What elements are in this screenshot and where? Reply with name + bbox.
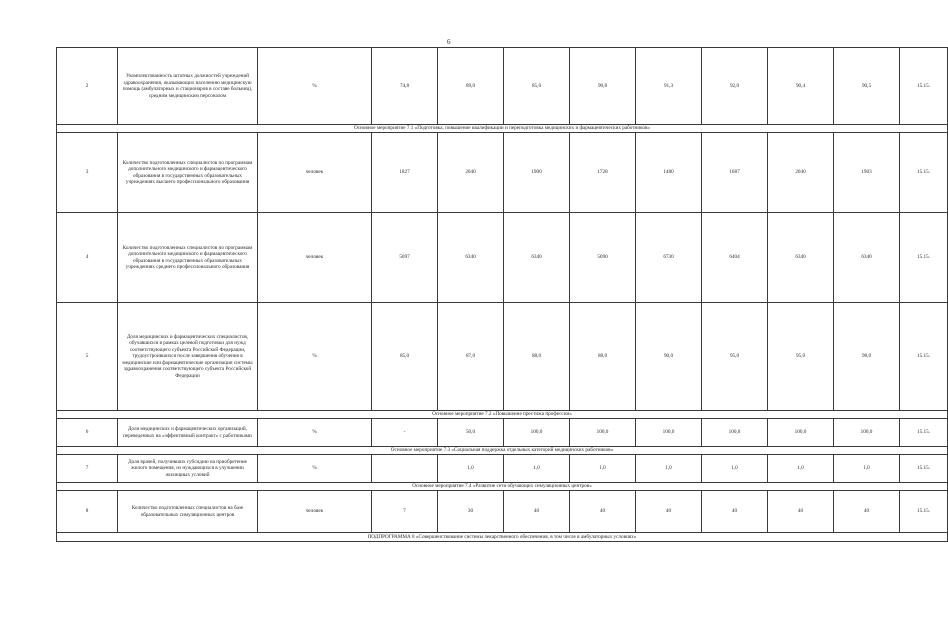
code-cell: 15.15. [900,491,948,533]
table-row [57,303,948,411]
value-cell: 88,0 [570,303,636,411]
indicator-unit: человек [258,491,372,533]
row-number: 7 [57,455,118,483]
value-cell: 98,0 [834,303,900,411]
table-row [57,455,948,483]
indicator-name: Количество подготовленных специалистов по программам дополнительного медицинского и фармацевтического образования в государственных образовательных учреждениях высшего профессионального образования [118,133,258,213]
value-cell: 1900 [504,133,570,213]
value-cell: 1,0 [438,455,504,483]
value-cell: 1,0 [636,455,702,483]
value-cell: 90,5 [834,48,900,125]
value-cell: 6340 [834,213,900,303]
table-row [57,48,948,125]
indicator-name: Доля медицинских и фармацевтических организаций, переведенных на «эффективный контракт» с работниками [118,419,258,447]
value-cell: 90,4 [768,48,834,125]
value-cell: 1827 [372,133,438,213]
value-cell: 100,0 [636,419,702,447]
row-number: 8 [57,491,118,533]
value-cell: 95,0 [768,303,834,411]
value-cell: 50,0 [438,419,504,447]
value-cell: 40 [834,491,900,533]
value-cell: 100,0 [702,419,768,447]
row-number: 6 [57,419,118,447]
value-cell: 6730 [636,213,702,303]
row-number: 4 [57,213,118,303]
page-number: 6 [447,38,451,46]
value-cell: 6340 [438,213,504,303]
value-cell: 40 [636,491,702,533]
value-cell: 40 [702,491,768,533]
value-cell: 100,0 [504,419,570,447]
value-cell: 85,0 [504,48,570,125]
value-cell: 40 [768,491,834,533]
code-cell: 15.15. [900,455,948,483]
value-cell: 100,0 [570,419,636,447]
value-cell: 40 [570,491,636,533]
value-cell: 6340 [504,213,570,303]
value-cell: 6340 [768,213,834,303]
value-cell [372,455,438,483]
code-cell: 15.15. [900,419,948,447]
table-row [57,419,948,447]
value-cell: 1728 [570,133,636,213]
value-cell: - [372,419,438,447]
value-cell: 1,0 [834,455,900,483]
value-cell: 87,0 [438,303,504,411]
table-row [57,133,948,213]
indicator-unit: % [258,48,372,125]
value-cell: 74,8 [372,48,438,125]
value-cell: 30 [438,491,504,533]
value-cell: 1687 [702,133,768,213]
value-cell: 91,3 [636,48,702,125]
value-cell: 95,0 [702,303,768,411]
value-cell: 6404 [702,213,768,303]
code-cell: 15.15. [900,133,948,213]
code-cell: 15.15. [900,48,948,125]
section-header: Основное мероприятие 7.2 «Повышение престижа профессии» [57,411,948,419]
code-cell: 15.15. [900,213,948,303]
value-cell: 90,0 [636,303,702,411]
indicator-name: Укомплектованность штатных должностей учреждений здравоохранения, оказывающих населению медицинскую помощь (амбулаторных и стационаров в составе больниц), средним медицинским персоналом [118,48,258,125]
table-row [57,213,948,303]
indicator-unit: человек [258,133,372,213]
value-cell: 40 [504,491,570,533]
value-cell: 1,0 [768,455,834,483]
value-cell: 2040 [768,133,834,213]
value-cell: 1,0 [570,455,636,483]
row-number: 5 [57,303,118,411]
value-cell: 7 [372,491,438,533]
indicator-unit: % [258,419,372,447]
indicator-name: Количество подготовленных специалистов на базе образовательных симуляционных центров [118,491,258,533]
indicator-name: Доля медицинских и фармацевтических специалистов, обучавшихся в рамках целевой подготовки для нужд соответствующего субъекта Российской Федерации, трудоустроившихся после завершения обучения в медицинские или фармацевтические организации системы здравоохранения соответствующего субъекта Российской Федерации [118,303,258,411]
indicators-table [56,47,948,542]
value-cell: 1903 [834,133,900,213]
value-cell: 5697 [372,213,438,303]
indicator-name: Количество подготовленных специалистов по программам дополнительного медицинского и фармацевтического образования в государственных образовательных учреждениях среднего профессионального образования [118,213,258,303]
value-cell: 88,0 [504,303,570,411]
value-cell: 90,8 [570,48,636,125]
table-row [57,491,948,533]
indicator-unit: человек [258,213,372,303]
value-cell: 1480 [636,133,702,213]
code-cell: 15.15. [900,303,948,411]
row-number: 3 [57,133,118,213]
indicator-name: Доля врачей, получивших субсидию на приобретение жилого помещения, из нуждающихся в улучшении жилищных условий [118,455,258,483]
value-cell: 5690 [570,213,636,303]
value-cell: 89,0 [438,48,504,125]
section-header: Основное мероприятие 7.4 «Развитие сети обучающих симуляционных центров» [57,483,948,491]
indicator-unit: % [258,303,372,411]
indicator-unit: % [258,455,372,483]
value-cell: 92,0 [702,48,768,125]
value-cell: 85,0 [372,303,438,411]
value-cell: 2040 [438,133,504,213]
subprogram-header: ПОДПРОГРАММА 8 «Совершенствование системы лекарственного обеспечения, в том числе в амбулаторных условиях» [57,533,948,542]
value-cell: 1,0 [702,455,768,483]
value-cell: 100,0 [834,419,900,447]
value-cell: 100,0 [768,419,834,447]
section-header: Основное мероприятие 7.1 «Подготовка, повышение квалификации и переподготовка медицинских и фармацевтических работников» [57,125,948,133]
section-header: Основное мероприятие 7.3 «Социальная поддержка отдельных категорий медицинских работников» [57,447,948,455]
row-number: 2 [57,48,118,125]
value-cell: 1,0 [504,455,570,483]
